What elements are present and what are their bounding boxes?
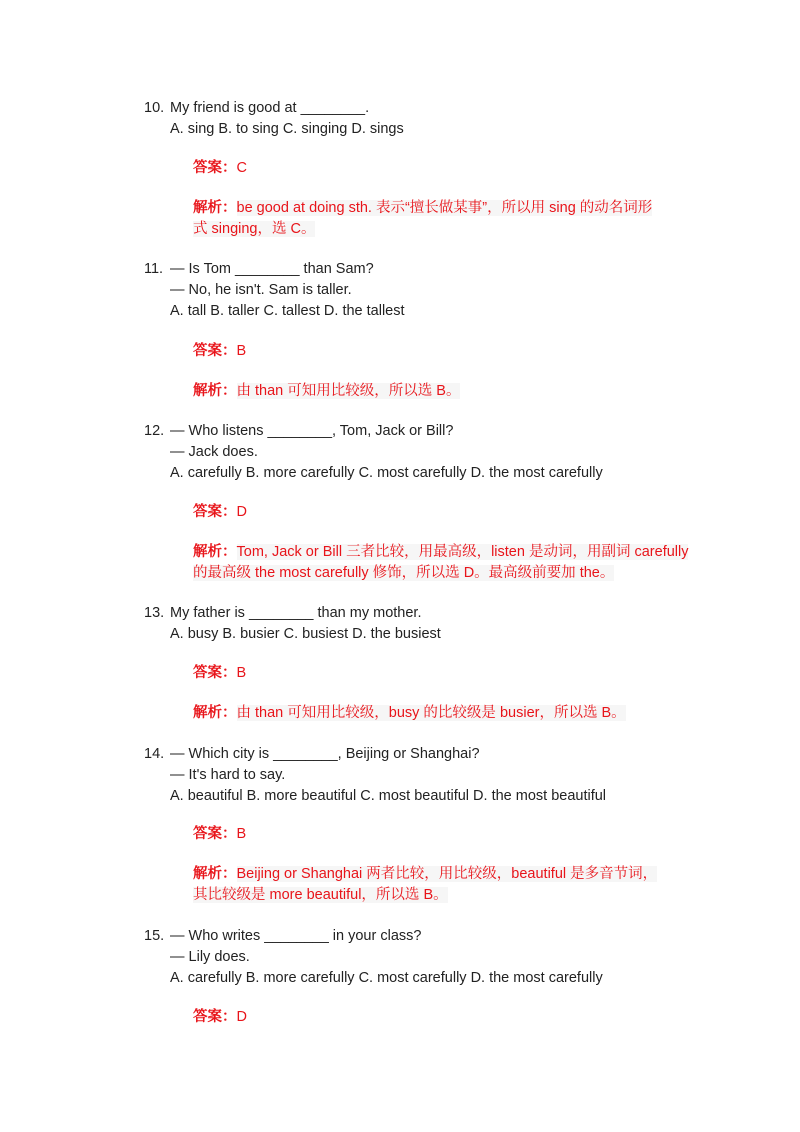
question-options: A. carefully B. more carefully C. most carefully D. the most carefully [170, 465, 603, 481]
question-stem: — Who writes ________ in your class? [170, 928, 422, 944]
answer-13 [193, 663, 753, 684]
question-15 [144, 926, 764, 989]
question-options: A. busy B. busier C. busiest D. the busiest [170, 626, 441, 642]
question-stem: — Is Tom ________ than Sam? [170, 261, 374, 277]
analysis-text: Tom, Jack or Bill 三者比较，用最高级，listen 是动词，用副词 carefully [236, 544, 689, 560]
question-number: 12. [144, 423, 165, 439]
answer-label: 答案： [193, 343, 237, 359]
answer-value: C [236, 160, 247, 176]
question-options: A. sing B. to sing C. singing D. sings [170, 121, 404, 137]
answer-10 [193, 158, 753, 179]
analysis-label: 解析： [193, 383, 237, 399]
answer-label: 答案： [193, 665, 237, 681]
question-reply: — It's hard to say. [170, 767, 286, 783]
answer-15 [193, 1007, 753, 1028]
analysis-text: 式 singing，选 C。 [193, 221, 316, 237]
question-options: A. beautiful B. more beautiful C. most beautiful D. the most beautiful [170, 788, 607, 804]
answer-value: B [236, 343, 247, 359]
analysis-label: 解析： [193, 866, 237, 882]
analysis-10 [193, 198, 753, 240]
analysis-text: be good at doing sth. 表示“擅长做某事”，所以用 sing 的动名词形 [236, 200, 653, 216]
analysis-11 [193, 381, 753, 402]
question-stem: My friend is good at ________. [170, 100, 370, 116]
answer-value: B [236, 826, 247, 842]
answer-12 [193, 502, 753, 523]
question-reply: — Jack does. [170, 444, 258, 460]
analysis-label: 解析： [193, 705, 237, 721]
answer-value: D [236, 1009, 247, 1025]
analysis-text: 其比较级是 more beautiful，所以选 B。 [193, 887, 448, 903]
answer-label: 答案： [193, 826, 237, 842]
analysis-14 [193, 864, 753, 906]
answer-value: B [236, 665, 247, 681]
answer-14 [193, 824, 753, 845]
question-stem: My father is ________ than my mother. [170, 605, 422, 621]
question-number: 11. [144, 261, 164, 277]
question-reply: — No, he isn't. Sam is taller. [170, 282, 352, 298]
answer-value: D [236, 504, 247, 520]
question-number: 15. [144, 928, 165, 944]
analysis-text: 由 than 可知用比较级，busy 的比较级是 busier，所以选 B。 [236, 705, 626, 721]
analysis-text: 由 than 可知用比较级，所以选 B。 [236, 383, 461, 399]
question-options: A. carefully B. more carefully C. most carefully D. the most carefully [170, 970, 603, 986]
question-13 [144, 603, 764, 645]
answer-11 [193, 341, 753, 362]
question-options: A. tall B. taller C. tallest D. the tallest [170, 303, 405, 319]
analysis-13 [193, 703, 753, 724]
question-number: 14. [144, 746, 165, 762]
question-12 [144, 421, 764, 484]
question-stem: — Who listens ________, Tom, Jack or Bill? [170, 423, 454, 439]
analysis-label: 解析： [193, 544, 237, 560]
question-number: 13. [144, 605, 165, 621]
answer-label: 答案： [193, 160, 237, 176]
answer-label: 答案： [193, 1009, 237, 1025]
question-stem: — Which city is ________, Beijing or Shanghai? [170, 746, 480, 762]
analysis-text: 的最高级 the most carefully 修饰，所以选 D。最高级前要加 the。 [193, 565, 615, 581]
question-reply: — Lily does. [170, 949, 250, 965]
analysis-text: Beijing or Shanghai 两者比较，用比较级，beautiful 是多音节词， [236, 866, 658, 882]
analysis-12 [193, 542, 753, 584]
question-11 [144, 259, 764, 322]
analysis-label: 解析： [193, 200, 237, 216]
question-number: 10. [144, 100, 165, 116]
question-10 [144, 98, 764, 140]
answer-label: 答案： [193, 504, 237, 520]
question-14 [144, 744, 764, 807]
